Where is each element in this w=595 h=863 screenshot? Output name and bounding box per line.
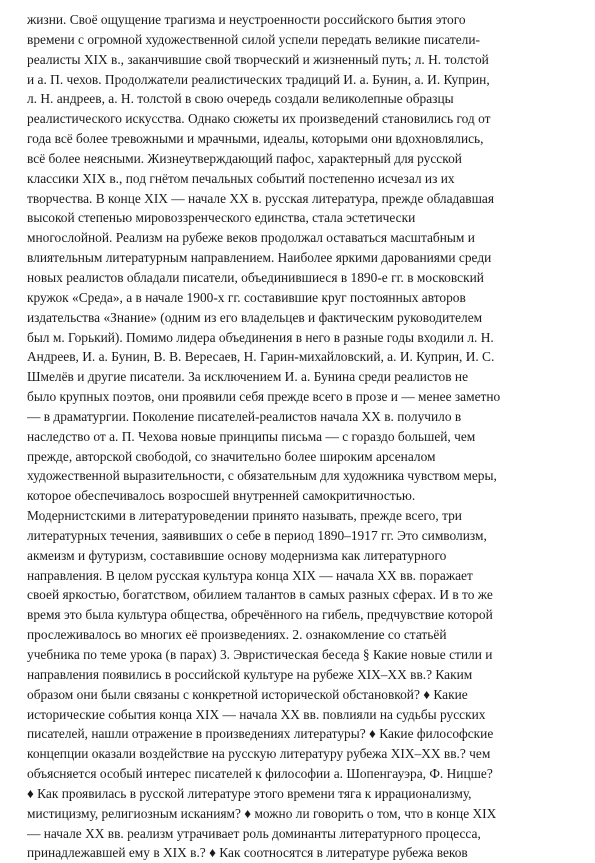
text-line: издательства «Знание» (одним из его владельцев и фактическим руководителем — [27, 309, 483, 325]
text-line: года всё более тревожными и мрачными, идеалы, которыми они вдохновлялись, — [27, 131, 484, 147]
text-line: наследство от а. П. Чехова новые принципы письма — с гораздо большей, чем — [27, 428, 476, 444]
text-line: исторические события конца XIX — начала XX вв. повлияли на судьбы русских — [27, 706, 486, 722]
text-line: реалисты XIX в., заканчившие свой творческий и жизненный путь; л. Н. толстой — [27, 51, 489, 67]
text-line: прежде, авторской свободой, со значительно более широким арсеналом — [27, 448, 436, 464]
text-line: время это была культура общества, обречённого на гибель, предчувствие которой — [27, 607, 493, 623]
text-line: Андреев, И. а. Бунин, В. В. Вересаев, Н. Гарин-михайловский, а. И. Куприн, И. С. — [27, 349, 495, 365]
text-line: и а. П. чехов. Продолжатели реалистических традиций И. а. Бунин, а. И. Куприн, — [27, 71, 490, 87]
text-line: новых реалистов обладали писатели, объединившиеся в 1890-е гг. в московский — [27, 269, 484, 285]
text-line: акмеизм и футуризм, составившие основу модернизма как литературного — [27, 547, 447, 563]
text-line: учебника по теме урока (в парах) 3. Эвристическая беседа § Какие новые стили и — [27, 647, 493, 662]
text-line: высокой степенью мировоззренческого единства, стала эстетически — [27, 210, 416, 226]
text-line: объясняется особый интерес писателей к философии а. Шопенгауэра, Ф. Ницше? — [27, 766, 493, 782]
text-line: ♦ Как проявилась в русской литературе этого времени тяга к иррационализму, — [27, 785, 472, 801]
text-line: кружок «Среда», а в начале 1900-х гг. составившие круг постоянных авторов — [27, 289, 466, 305]
text-line: образом они были связаны с конкретной исторической обстановкой? ♦ Какие — [27, 686, 468, 702]
text-line: мистицизму, религиозным исканиям? ♦ можно ли говорить о том, что в конце XIX — [27, 805, 497, 821]
text-line: реалистического искусства. Однако сюжеты их произведений становились год от — [27, 111, 491, 127]
document-page — [27, 10, 575, 863]
text-line: своей яркостью, богатством, обилием талантов в самых разных сферах. И в то же — [27, 587, 493, 603]
text-line: писателей, нашли отражение в произведениях литературы? ♦ Какие философские — [27, 726, 494, 742]
text-line: художественной выразительности, с обязательным для художника чувством меры, — [27, 468, 497, 484]
text-line: которое обеспечивалось возросшей внутренней самокритичностью. — [27, 488, 416, 504]
text-line: всё более неясными. Жизнеутверждающий пафос, характерный для русской — [27, 150, 462, 166]
text-line: творчества. В конце XIX — начале XX в. русская литература, прежде обладавшая — [27, 190, 495, 206]
text-line: — в драматургии. Поколение писателей-реалистов начала XX в. получило в — [27, 408, 462, 424]
text-line: концепции оказали воздействие на русскую литературу рубежа XIX–XX вв.? чем — [27, 746, 491, 762]
text-line: Шмелёв и другие писатели. За исключением И. а. Бунина среди реалистов не — [27, 369, 469, 385]
text-line: жизни. Своё ощущение трагизма и неустроенности российского бытия этого — [27, 12, 466, 27]
text-line: было крупных поэтов, они проявили себя прежде всего в прозе и — менее заметно — [27, 389, 501, 405]
text-line: прослеживалось во многих её произведениях. 2. ознакомление со статьёй — [27, 627, 447, 643]
text-line: был м. Горький). Помимо лидера объединения в него в разные годы входили л. Н. — [27, 329, 494, 345]
text-line: направления. В целом русская культура конца XIX — начала XX вв. поражает — [27, 567, 473, 583]
text-line: литературных течения, заявивших о себе в период 1890–1917 гг. Это символизм, — [27, 527, 487, 543]
text-line: — начале XX вв. реализм утрачивает роль доминанты литературного процесса, — [27, 825, 481, 841]
text-line: влиятельным литературным направлением. Наиболее яркими дарованиями среди — [27, 250, 492, 266]
text-line: времени с огромной художественной силой успели передать великие писатели- — [27, 31, 480, 47]
text-line: Модернистскими в литературоведении принято называть, прежде всего, три — [27, 508, 462, 524]
text-line: классики XIX в., под гнётом печальных событий постепенно исчезал из их — [27, 170, 455, 186]
text-line: направления появились в российской культуре на рубеже XIX–XX вв.? Каким — [27, 666, 473, 682]
text-line: многослойной. Реализм на рубеже веков продолжал оставаться масштабным и — [27, 230, 475, 246]
text-line: принадлежавшей ему в XIX в.? ♦ Как соотносятся в литературе рубежа веков — [27, 845, 468, 861]
text-line: л. Н. андреев, а. Н. толстой в свою очередь создали великолепные образцы — [27, 91, 454, 107]
